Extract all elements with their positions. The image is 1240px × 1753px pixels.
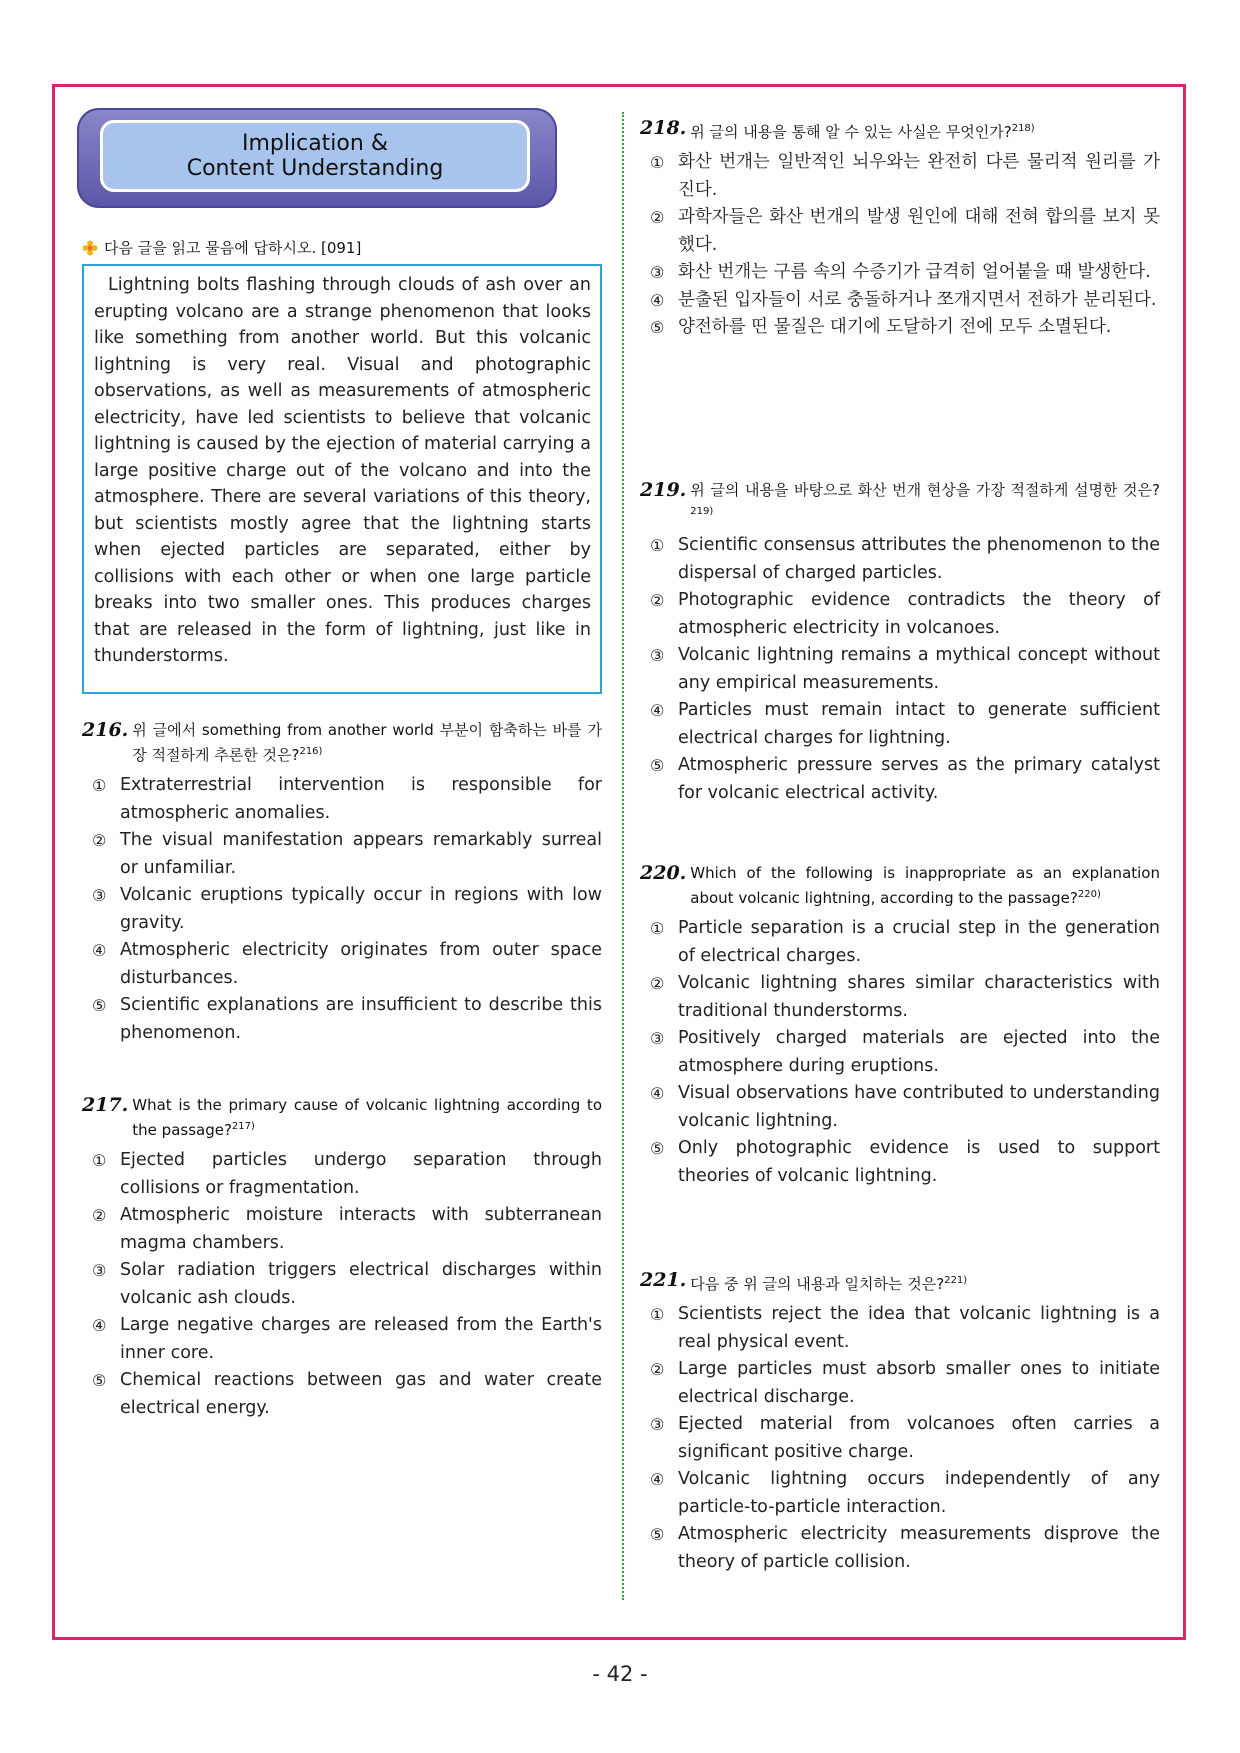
option-text: Atmospheric moisture interacts with subterranean magma chambers. [120, 1205, 602, 1253]
answer-option[interactable] [82, 772, 602, 827]
option-text: Positively charged materials are ejected into the atmosphere during eruptions. [678, 1028, 1160, 1076]
question-stem: 위 글의 내용을 통해 알 수 있는 사실은 무엇인가? [690, 123, 1012, 141]
answer-option[interactable] [640, 204, 1160, 259]
question-text [132, 720, 602, 766]
option-text: Volcanic lightning occurs independently of any particle-to-particle interaction. [678, 1469, 1160, 1517]
question-header [640, 480, 1160, 526]
option-list [82, 772, 602, 1047]
option-marker: ⑤ [650, 756, 665, 775]
option-marker: ② [650, 591, 665, 610]
answer-option[interactable] [640, 752, 1160, 807]
option-marker: ② [650, 974, 665, 993]
option-marker: ③ [650, 1029, 665, 1048]
footnote-ref: 216) [299, 746, 323, 757]
question-stem: Which of the following is inappropriate as an explanation about volcanic lightning, according to the passage? [690, 864, 1160, 907]
option-marker: ① [650, 919, 665, 938]
answer-option[interactable] [640, 697, 1160, 752]
flower-icon [82, 240, 98, 256]
option-text: The visual manifestation appears remarkably surreal or unfamiliar. [120, 830, 602, 878]
answer-option[interactable] [82, 937, 602, 992]
option-marker: ① [92, 1151, 107, 1170]
answer-option[interactable] [640, 1411, 1160, 1466]
option-text: Atmospheric pressure serves as the primary catalyst for volcanic electrical activity. [678, 755, 1160, 803]
option-text: Atmospheric electricity originates from outer space disturbances. [120, 940, 602, 988]
option-text: Solar radiation triggers electrical discharges within volcanic ash clouds. [120, 1260, 602, 1308]
option-text: Visual observations have contributed to understanding volcanic lightning. [678, 1083, 1160, 1131]
option-marker: ② [650, 208, 665, 227]
question-text [690, 480, 1160, 526]
option-marker: ④ [650, 701, 665, 720]
option-marker: ② [92, 831, 107, 850]
footnote-ref: 217) [231, 1121, 255, 1132]
option-text: Ejected particles undergo separation through collisions or fragmentation. [120, 1150, 602, 1198]
section-banner [77, 108, 557, 208]
option-marker: ③ [92, 1261, 107, 1280]
answer-option[interactable] [640, 970, 1160, 1025]
option-text: Large particles must absorb smaller ones to initiate electrical discharge. [678, 1359, 1160, 1407]
option-marker: ④ [650, 1084, 665, 1103]
option-marker: ② [650, 1360, 665, 1379]
answer-option[interactable] [640, 1466, 1160, 1521]
option-list [640, 915, 1160, 1190]
answer-option[interactable] [82, 1367, 602, 1422]
answer-option[interactable] [640, 587, 1160, 642]
option-text: Particles must remain intact to generate sufficient electrical charges for lightning. [678, 700, 1160, 748]
question-text [690, 118, 1160, 143]
option-marker: ③ [650, 1415, 665, 1434]
answer-option[interactable] [82, 992, 602, 1047]
answer-option[interactable] [640, 532, 1160, 587]
column-divider [622, 112, 624, 1600]
instruction-text: 다음 글을 읽고 물음에 답하시오. [091] [104, 239, 362, 257]
option-text: Volcanic eruptions typically occur in regions with low gravity. [120, 885, 602, 933]
answer-option[interactable] [82, 827, 602, 882]
option-list [640, 1301, 1160, 1576]
option-text: 양전하를 띤 물질은 대기에 도달하기 전에 모두 소멸된다. [678, 317, 1112, 337]
option-marker: ③ [650, 646, 665, 665]
option-marker: ⑤ [92, 1371, 107, 1390]
answer-option[interactable] [640, 1135, 1160, 1190]
option-marker: ⑤ [650, 1525, 665, 1544]
answer-option[interactable] [640, 259, 1160, 287]
answer-option[interactable] [82, 882, 602, 937]
option-text: Atmospheric electricity measurements disprove the theory of particle collision. [678, 1524, 1160, 1572]
question-216 [82, 720, 602, 1047]
question-header [640, 1270, 1160, 1295]
option-list [640, 532, 1160, 807]
answer-option[interactable] [82, 1202, 602, 1257]
option-marker: ⑤ [650, 318, 665, 337]
question-header [82, 1095, 602, 1141]
question-number: 219. [640, 479, 687, 501]
answer-option[interactable] [640, 314, 1160, 342]
option-text: Photographic evidence contradicts the theory of atmospheric electricity in volcanoes. [678, 590, 1160, 638]
footnote-ref: 219) [690, 506, 714, 517]
option-text: Only photographic evidence is used to support theories of volcanic lightning. [678, 1138, 1160, 1186]
option-text: Large negative charges are released from the Earth's inner core. [120, 1315, 602, 1363]
option-marker: ② [92, 1206, 107, 1225]
answer-option[interactable] [82, 1147, 602, 1202]
option-list [82, 1147, 602, 1422]
option-marker: ④ [92, 1316, 107, 1335]
option-marker: ⑤ [650, 1139, 665, 1158]
option-text: 화산 번개는 구름 속의 수증기가 급격히 얼어붙을 때 발생한다. [678, 262, 1151, 282]
option-marker: ③ [650, 263, 665, 282]
question-218 [640, 118, 1160, 342]
answer-option[interactable] [640, 1080, 1160, 1135]
question-number: 220. [640, 862, 687, 884]
footnote-ref: 218) [1011, 123, 1035, 134]
option-text: Ejected material from volcanoes often carries a significant positive charge. [678, 1414, 1160, 1462]
question-header [640, 118, 1160, 143]
option-text: Chemical reactions between gas and water create electrical energy. [120, 1370, 602, 1418]
answer-option[interactable] [640, 642, 1160, 697]
answer-option[interactable] [640, 1301, 1160, 1356]
question-header [640, 863, 1160, 909]
footnote-ref: 221) [944, 1275, 968, 1286]
option-marker: ① [92, 776, 107, 795]
answer-option[interactable] [640, 1521, 1160, 1576]
question-219 [640, 480, 1160, 807]
option-marker: ④ [650, 290, 665, 310]
question-number: 217. [82, 1094, 129, 1116]
question-text [132, 1095, 602, 1141]
question-stem: What is the primary cause of volcanic lightning according to the passage? [132, 1096, 602, 1139]
option-text: Volcanic lightning shares similar characteristics with traditional thunderstorms. [678, 973, 1160, 1021]
question-header [82, 720, 602, 766]
option-marker: ④ [92, 941, 107, 960]
option-text: Extraterrestrial intervention is responsible for atmospheric anomalies. [120, 775, 602, 823]
option-marker: ① [650, 153, 665, 172]
question-text [690, 1270, 1160, 1295]
question-number: 218. [640, 117, 687, 139]
question-text [690, 863, 1160, 909]
section-title: Implication & Content Understanding [100, 120, 530, 192]
answer-option[interactable] [640, 1356, 1160, 1411]
option-text: 분출된 입자들이 서로 충돌하거나 쪼개지면서 전하가 분리된다. [678, 289, 1157, 310]
answer-option[interactable] [82, 1312, 602, 1367]
answer-option[interactable] [82, 1257, 602, 1312]
option-list [640, 149, 1160, 342]
question-stem: 위 글의 내용을 바탕으로 화산 번개 현상을 가장 적절하게 설명한 것은? [690, 481, 1160, 499]
question-220 [640, 863, 1160, 1190]
answer-option[interactable] [640, 1025, 1160, 1080]
option-text: Scientific explanations are insufficient to describe this phenomenon. [120, 995, 602, 1043]
option-text: Particle separation is a crucial step in the generation of electrical charges. [678, 918, 1160, 966]
question-stem: 위 글에서 something from another world 부분이 함축하는 바를 가장 적절하게 추론한 것은? [132, 721, 602, 764]
footnote-ref: 220) [1077, 889, 1101, 900]
option-text: Scientists reject the idea that volcanic lightning is a real physical event. [678, 1304, 1160, 1352]
reading-passage: Lightning bolts flashing through clouds of ash over an erupting volcano are a strange phenomenon that looks like something from another world. But this volcanic lightning is very real. Visual and photographic observations, as well as measurements of atmospheric electricity, have led scientists to believe that volcanic lightning is caused by the ejection of material carrying a large positive charge out of the volcano and into the atmosphere. There are several variations of this theory, but scientists mostly agree that the lightning starts when ejected particles are separated, either by collisions with each other or when one large particle breaks into two smaller ones. This produces charges that are released in the form of lightning, just like in thunderstorms. [82, 264, 602, 694]
answer-option[interactable] [640, 915, 1160, 970]
question-stem: 다음 중 위 글의 내용과 일치하는 것은? [690, 1275, 945, 1293]
option-marker: ③ [92, 886, 107, 905]
option-text: Volcanic lightning remains a mythical concept without any empirical measurements. [678, 645, 1160, 693]
option-text: 화산 번개는 일반적인 뇌우와는 완전히 다른 물리적 원리를 가진다. [678, 152, 1160, 200]
option-marker: ① [650, 1305, 665, 1324]
question-number: 221. [640, 1269, 687, 1291]
option-marker: ① [650, 536, 665, 555]
question-221 [640, 1270, 1160, 1576]
question-217 [82, 1095, 602, 1422]
question-number: 216. [82, 719, 129, 741]
page-number: - 42 - [592, 1662, 648, 1686]
instruction [82, 237, 361, 258]
answer-option[interactable] [640, 149, 1160, 204]
option-text: Scientific consensus attributes the phenomenon to the dispersal of charged particles. [678, 535, 1160, 583]
option-marker: ⑤ [92, 996, 107, 1015]
option-marker: ④ [650, 1470, 665, 1489]
option-text: 과학자들은 화산 번개의 발생 원인에 대해 전혀 합의를 보지 못했다. [678, 207, 1160, 255]
answer-option[interactable] [640, 287, 1160, 315]
